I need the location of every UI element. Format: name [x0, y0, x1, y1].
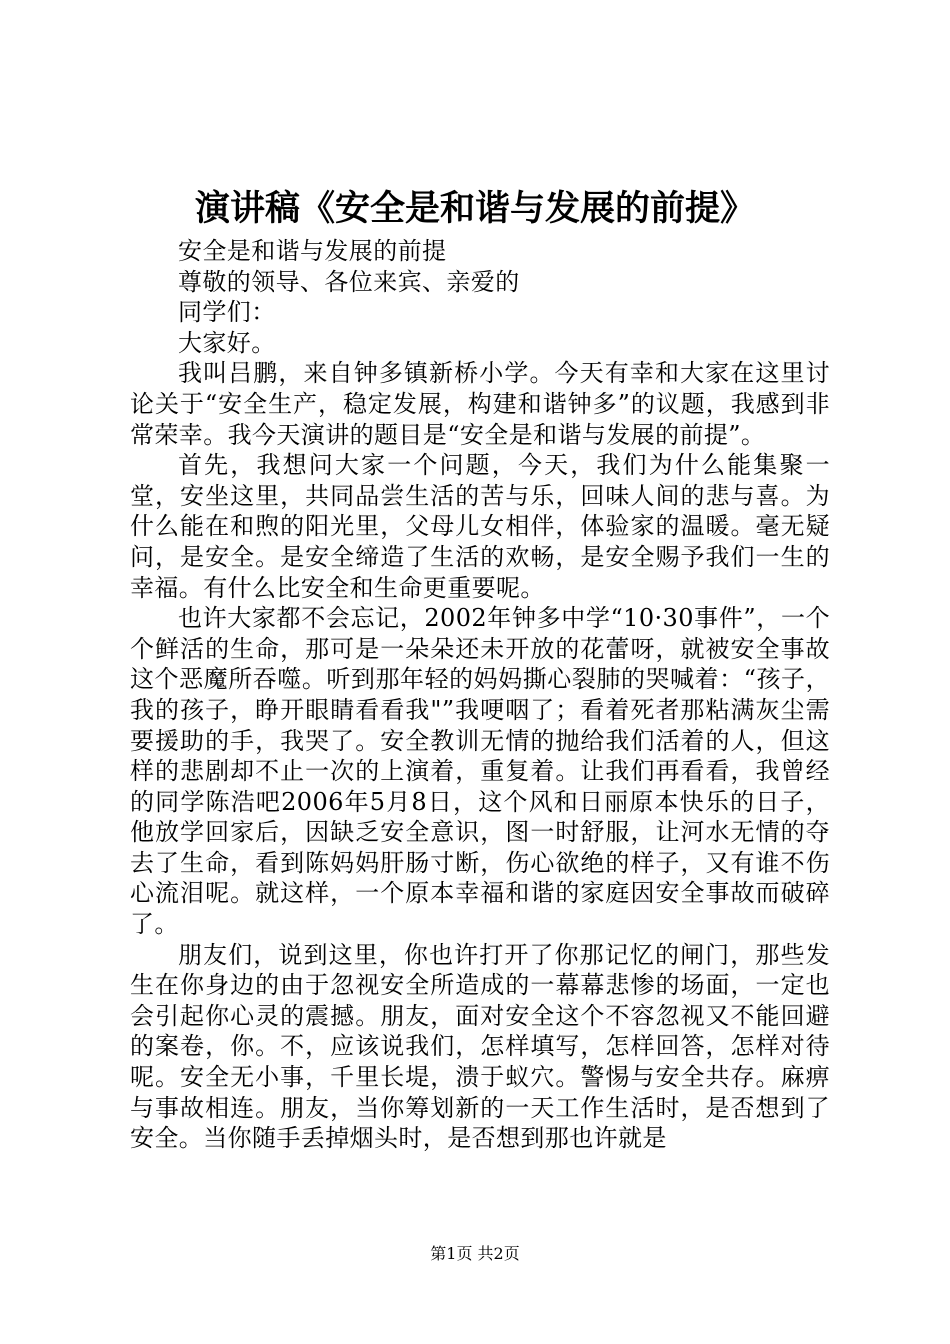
- paragraph-greeting: 大家好。: [178, 328, 276, 357]
- paragraph-subtitle: 安全是和谐与发展的前提: [178, 237, 447, 265]
- paragraph-salutation: 尊敬的领导、各位来宾、亲爱的: [178, 267, 520, 296]
- paragraph-salutation-cont: 同学们：: [178, 298, 276, 327]
- document-body: [130, 236, 830, 1154]
- paragraph-intro: 我叫吕鹏，来自钟多镇新桥小学。今天有幸和大家在这里讨论关于“安全生产，稳定发展，构建和谐钟多”的议题，我感到非常荣幸。我今天演讲的题目是“安全是和谐与发展的前提”。: [130, 359, 830, 449]
- paragraph-incident: 也许大家都不会忘记，2002年钟多中学“10·30事件”，一个个鲜活的生命，那可是一朵朵还未开放的花蕾呀，就被安全事故这个恶魔所吞噬。听到那年轻的妈妈撕心裂肺的哭喊着：“孩子，我的孩子，睁开眼睛看看我"”我哽咽了；看着死者那粘满灰尘需要援助的手，我哭了。安全教训无情的抛给我们活着的人，但这样的悲剧却不止一次的上演着，重复着。让我们再看看，我曾经的同学陈浩吧2006年5月8日，这个风和日丽原本快乐的日子，他放学回家后，因缺乏安全意识，图一时舒服，让河水无情的夺去了生命，看到陈妈妈肝肠寸断，伤心欲绝的样子，又有谁不伤心流泪呢。就这样，一个原本幸福和谐的家庭因安全事故而破碎了。: [130, 604, 830, 939]
- document-title: 演讲稿《安全是和谐与发展的前提》: [194, 189, 755, 229]
- page-footer: 第1页 共2页: [430, 1244, 520, 1263]
- paragraph-reflection: 朋友们，说到这里，你也许打开了你那记忆的闸门，那些发生在你身边的由于忽视安全所造成的一幕幕悲惨的场面，一定也会引起你心灵的震撼。朋友，面对安全这个不容忽视又不能回避的案卷，你。不，应该说我们，怎样填写，怎样回答，怎样对待呢。安全无小事，千里长堤，溃于蚁穴。警惕与安全共存。麻痹与事故相连。朋友，当你筹划新的一天工作生活时，是否想到了安全。当你随手丢掉烟头时，是否想到那也许就是: [130, 940, 830, 1153]
- paragraph-question: 首先，我想问大家一个问题，今天，我们为什么能集聚一堂，安坐这里，共同品尝生活的苦与乐，回味人间的悲与喜。为什么能在和煦的阳光里，父母儿女相伴，体验家的温暖。毫无疑问，是安全。是安全缔造了生活的欢畅，是安全赐予我们一生的幸福。有什么比安全和生命更重要呢。: [130, 451, 830, 602]
